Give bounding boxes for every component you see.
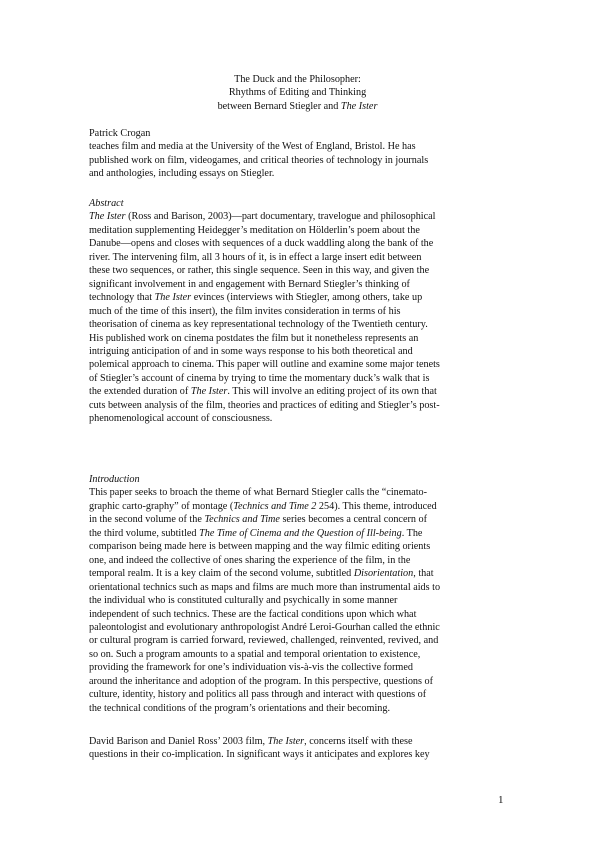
text-run: or cultural program is carried forward, reviewed, challenged, reinvented, revived, and [89,635,439,647]
text-run: Danube—opens and closes with sequences of a duck waddling along the bank of the [89,238,434,250]
text-line [89,527,517,540]
text-line [89,372,517,385]
abstract-heading: Abstract [89,198,124,209]
text-run: culture, identity, history and politics all pass through and interact with questions of [89,689,427,701]
title-line-3: between Bernard Stiegler and The Ister [217,100,378,112]
text-line [89,237,517,250]
italic-run: The Ister [190,386,228,398]
text-run: so on. Such a program amounts to a spatial and temporal orientation to existence, [89,648,421,660]
text-line [89,486,517,499]
text-run: of Stiegler’s account of cinema by trying to time the momentary duck’s walk that is [89,372,430,384]
text-line [89,608,517,621]
paragraph-2-body [89,735,517,762]
text-run: His published work on cinema postdates the film but it nonetheless represents an [89,332,419,344]
text-line [89,648,517,661]
text-line [89,305,517,318]
text-run: providing the framework for one’s individuation vis-à-vis the collective formed [89,662,413,674]
text-run: temporal realm. It is a key claim of the second volume, subtitled [89,568,354,580]
text-line [89,345,517,358]
page-number: 1 [498,794,504,806]
text-line [89,634,517,647]
text-line [89,412,517,425]
text-line [89,567,517,580]
author-name: Patrick Crogan [89,128,151,139]
text-run: technology that [89,292,155,304]
text-run: This paper seeks to broach the theme of what Bernard Stiegler calls the “cinemato- [89,487,428,499]
text-run: river. The intervening film, all 3 hours of it, is in effect a large insert edit between [89,251,422,263]
text-line [89,399,517,412]
text-run: in the second volume of the [89,514,205,526]
abstract-section [89,197,517,426]
text-run: evinces (interviews with Stiegler, among others, take up [191,292,423,304]
italic-run: The Ister [267,736,305,747]
text-run: intriguing anticipation of and in some ways response to his both theoretical and [89,345,413,357]
italic-run: The Ister [154,292,192,304]
text-line [89,278,517,291]
text-line [89,594,517,607]
title-line-2: Rhythms of Editing and Thinking [228,87,367,99]
text-run: the individual who is constituted culturally and psychically in some manner [89,595,398,607]
text-run: David Barison and Daniel Ross’ 2003 film, [89,736,268,747]
text-run: much of the time of this insert), the film invites consideration in terms of his [89,305,401,317]
text-line [89,500,517,513]
text-line [89,318,517,331]
introduction-section [89,473,517,715]
text-run: cuts between analysis of the film, theories and practices of editing and Stiegler’s post- [89,399,440,411]
text-line [89,264,517,277]
text-run: paleontologist and evolutionary anthropologist André Leroi-Gourhan called the ethnic [89,621,440,633]
text-line [89,621,517,634]
introduction-heading: Introduction [89,474,140,485]
text-line [89,688,517,701]
abstract-body [89,210,517,425]
text-run: . This will involve an editing project of its own that [227,386,437,398]
text-run: around the inheritance and adoption of the program. In this perspective, questions of [89,675,434,687]
introduction-body [89,486,517,715]
italic-run: Technics and Time [204,514,280,526]
text-run: questions in their co-implication. In significant ways it anticipates and explores key [89,749,430,761]
text-run: meditation supplementing Heidegger’s meditation on Hölderlin’s poem about the [89,224,420,236]
text-line [89,748,517,761]
text-line [89,513,517,526]
text-run: significant involvement in and engagement with Bernard Stiegler’s thinking of [89,278,410,290]
text-line [89,358,517,371]
text-run: the technical conditions of the program’s orientations and their becoming. [89,702,391,714]
text-line [89,661,517,674]
text-run: (Ross and Barison, 2003)—part documentary, travelogue and philosophical [125,211,436,223]
text-line [89,385,517,398]
text-line [89,210,517,223]
author-bio-line: published work on film, videogames, and critical theories of technology in journals [89,154,429,166]
text-run: series becomes a central concern of [279,514,427,526]
italic-run: The Ister [89,211,126,223]
text-line [89,702,517,715]
text-run: independent of such technics. These are the factical conditions upon which what [89,608,417,620]
text-run: theorisation of cinema as key representational technology of the Twentieth century. [89,319,428,331]
author-bio-line: and anthologies, including essays on Stiegler. [89,168,275,180]
text-run: , that [413,568,434,580]
text-line [89,581,517,594]
text-line [89,332,517,345]
text-line [89,554,517,567]
text-line [89,540,517,553]
italic-run: The Time of Cinema and the Question of Ill-being [199,527,402,539]
text-run: graphic carto-graphy” of montage ( [89,500,234,512]
text-run: one, and indeed the collective of ones sharing the experience of the film, in the [89,554,411,566]
text-line [89,224,517,237]
text-run: , concerns itself with these [304,736,413,747]
text-run: . The [401,527,423,539]
text-run: comparison being made here is between mapping and the way filmic editing orients [89,541,431,553]
author-block [89,127,517,181]
text-run: polemical approach to cinema. This paper will outline and examine some major tenets [89,359,440,371]
text-run: the third volume, subtitled [89,527,200,539]
text-line [89,251,517,264]
italic-run: Disorientation [353,568,414,580]
text-line [89,735,517,748]
title-line-1: The Duck and the Philosopher: [234,74,361,85]
text-run: these two sequences, or rather, this single sequence. Seen in this way, and given the [89,265,430,277]
italic-run: Technics and Time 2 [233,500,317,512]
text-run: the extended duration of [89,386,191,398]
text-run: 254). This theme, introduced [316,500,437,512]
text-line [89,675,517,688]
paragraph-2 [89,735,517,762]
text-line [89,291,517,304]
text-run: phenomenological account of consciousness. [89,413,273,425]
author-bio-line: teaches film and media at the University of the West of England, Bristol. He has [89,141,416,153]
paper-title [0,73,595,113]
text-run: orientational technics such as maps and films are much more than instrumental aids to [89,581,441,593]
